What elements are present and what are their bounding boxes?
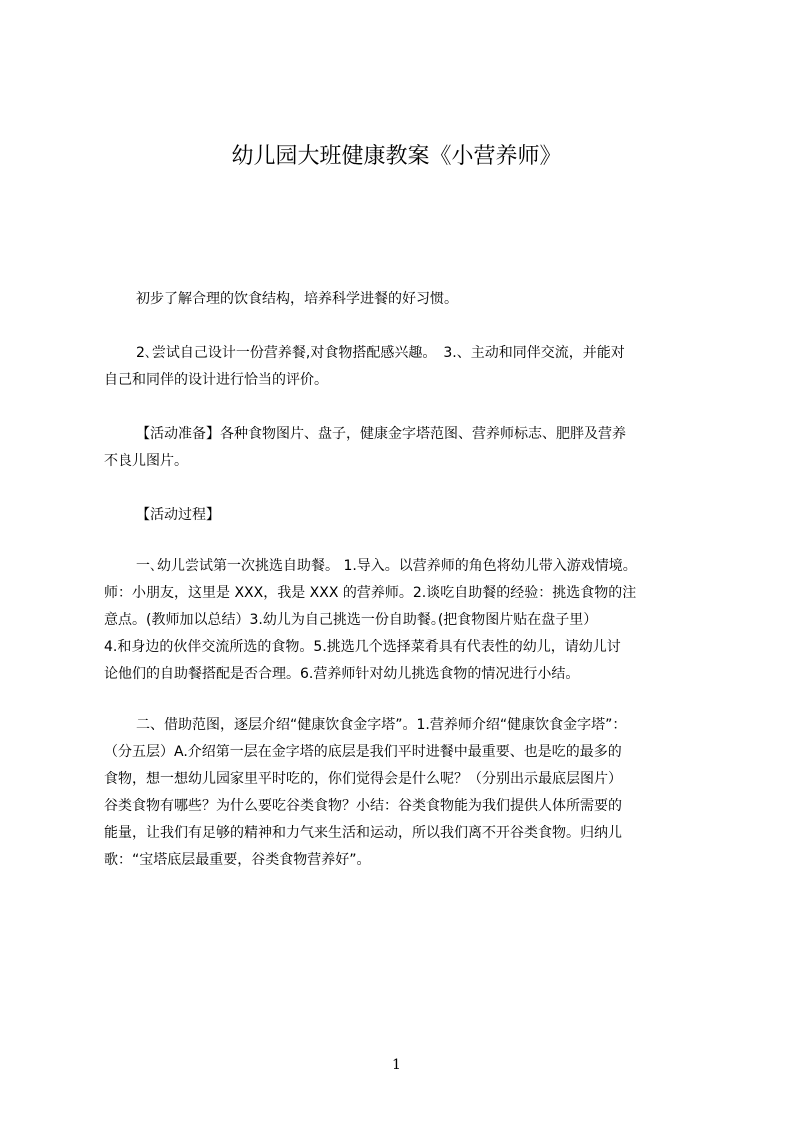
paragraph-goal-1: [104, 286, 700, 313]
paragraph-line: 4.和身边的伙伴交流所选的食物。5.挑选几个选择菜肴具有代表性的幼儿，请幼儿讨: [104, 639, 621, 655]
paragraph-line: 论他们的自助餐搭配是否合理。6.营养师针对幼儿挑选食物的情况进行小结。: [104, 666, 580, 682]
paragraph-line: 食物，想一想幼儿园家里平时吃的，你们觉得会是什么呢？（分别出示最底层图片）: [104, 771, 622, 787]
page-title: 幼儿园大班健康教案《小营养师》: [231, 144, 562, 169]
paragraph-line: 意点。(教师加以总结）3.幼儿为自己挑选一份自助餐｡(把食物图片贴在盘子里）: [104, 612, 598, 628]
paragraph-line: 初步了解合理的饮食结构，培养科学进餐的好习惯。: [136, 291, 458, 307]
paragraph-line: 能量，让我们有足够的精神和力气来生活和运动，所以我们离不开谷类食物。归纳儿: [104, 825, 622, 841]
paragraph-line: 一､幼儿尝试第一次挑选自助餐。 1.导入。以营养师的角色将幼儿带入游戏情境。: [136, 558, 637, 574]
paragraph-line: 谷类食物有哪些？为什么要吃谷类食物？小结：谷类食物能为我们提供人体所需要的: [104, 798, 622, 814]
paragraph-goal-2-3: [104, 340, 700, 394]
paragraph-step-one: [104, 553, 700, 688]
paragraph-line: 二、借助范图，逐层介绍“健康饮食金字塔”。1.营养师介绍“健康饮食金字塔”：: [136, 717, 627, 733]
paragraph-line: 2､尝试自己设计一份营养餐,对食物搭配感兴趣。 3.、主动和同伴交流，并能对: [136, 345, 625, 361]
paragraph-preparation: [104, 421, 700, 475]
paragraph-line: 【活动过程】: [136, 507, 220, 523]
page-number: 1: [392, 1057, 401, 1073]
paragraph-line: 歌：“宝塔底层最重要，谷类食物营养好”。: [104, 852, 371, 868]
paragraph-line: 师：小朋友，这里是 XXX，我是 XXX 的营养师。2.谈吃自助餐的经验：挑选食物的注: [104, 585, 637, 601]
paragraph-step-two: [104, 712, 700, 874]
paragraph-process-heading: [104, 502, 700, 529]
paragraph-line: 自己和同伴的设计进行恰当的评价。: [104, 372, 328, 388]
paragraph-line: 【活动准备】各种食物图片、盘子，健康金字塔范图、营养师标志、肥胖及营养: [136, 426, 626, 442]
paragraph-line: 不良儿图片。: [104, 453, 188, 469]
paragraph-line: （分五层）A.介绍第一层在金字塔的底层是我们平时进餐中最重要、也是吃的最多的: [104, 744, 622, 760]
